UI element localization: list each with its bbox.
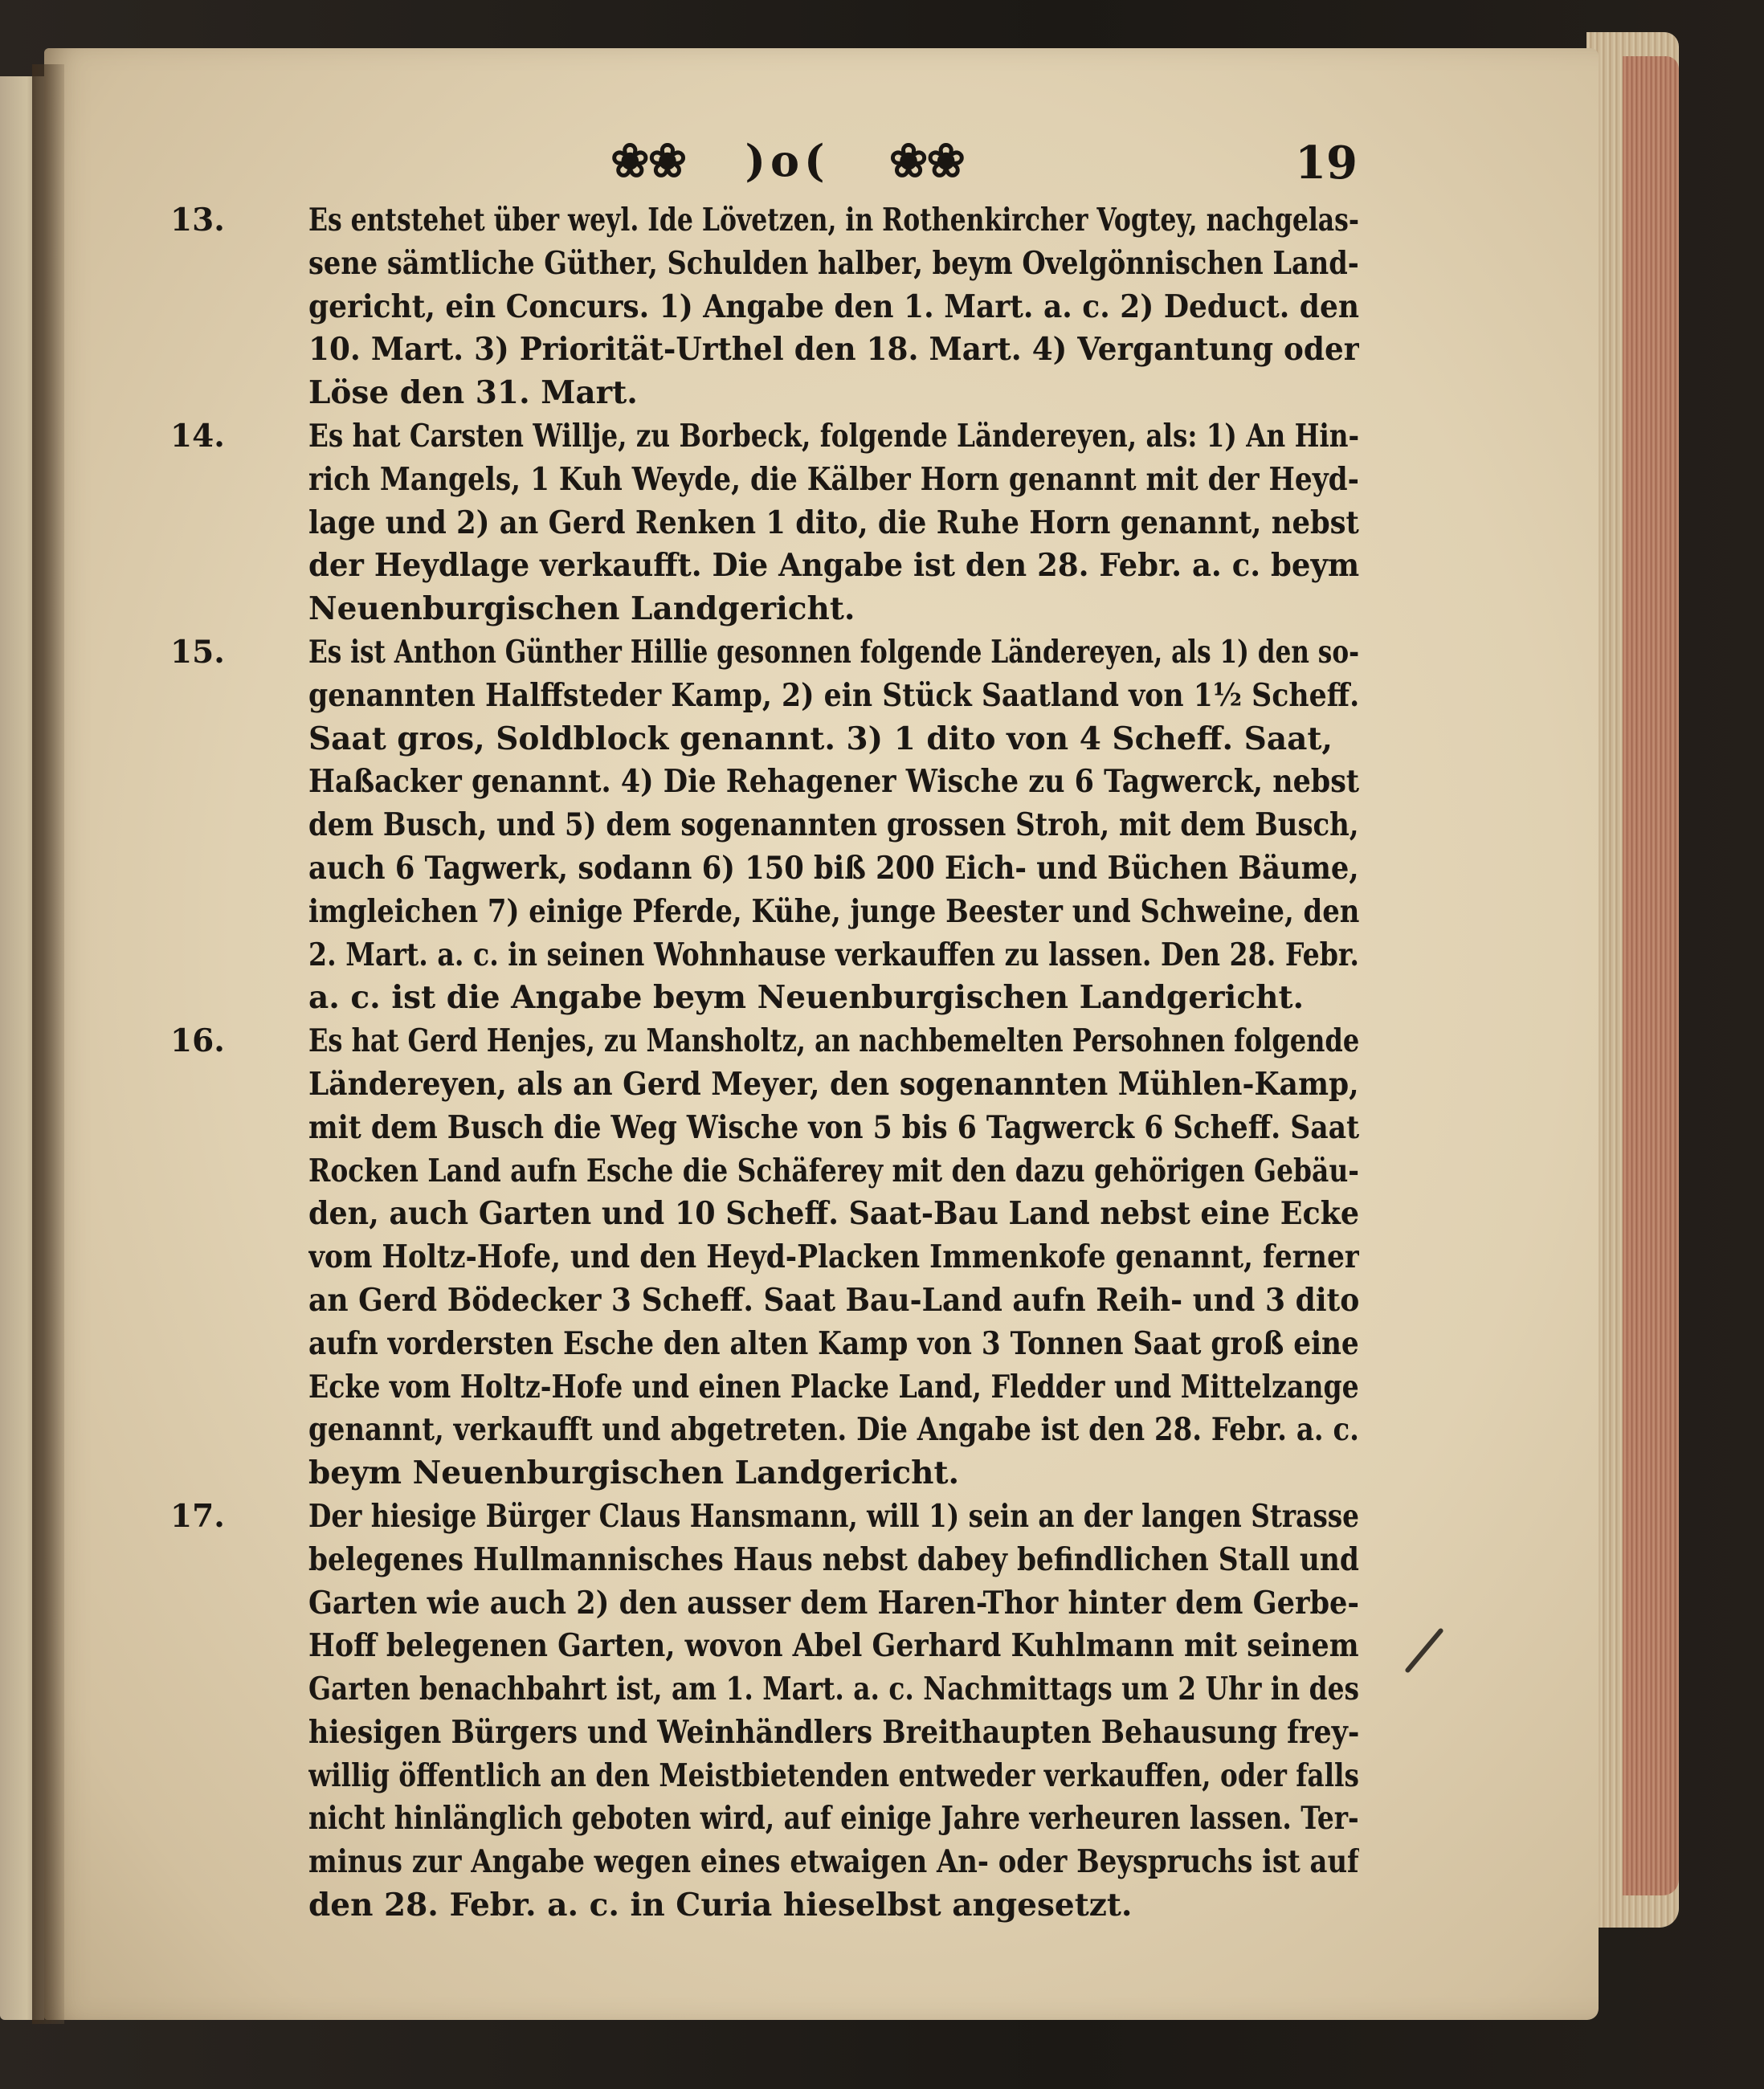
running-header <box>610 133 964 189</box>
text-line: dem Busch, und 5) dem sogenannten grossen Stroh, mit dem Busch, <box>308 806 1359 844</box>
entry-number: 13. <box>170 202 225 239</box>
text-line: Es hat Carsten Willje, zu Borbeck, folgende Ländereyen, als: 1) An Hin- <box>308 417 1359 455</box>
text-line: den, auch Garten und 10 Scheff. Saat-Bau Land nebst eine Ecke <box>308 1195 1359 1233</box>
header-center: )o( <box>745 135 830 186</box>
text-line: beym Neuenburgischen Landgericht. <box>308 1455 960 1492</box>
text-line: Löse den 31. Mart. <box>308 374 638 412</box>
gutter-shadow <box>32 64 64 2024</box>
text-line: Es ist Anthon Günther Hillie gesonnen folgende Ländereyen, als 1) den so- <box>308 633 1359 671</box>
text-line: vom Holtz-Hofe, und den Heyd-Placken Immenkofe genannt, ferner <box>308 1238 1359 1276</box>
text-line: Es hat Gerd Henjes, zu Mansholtz, an nachbemelten Persohnen folgende <box>308 1022 1359 1060</box>
page-number: 19 <box>1295 137 1358 190</box>
text-line: willig öffentlich an den Meistbietenden entweder verkauffen, oder falls <box>308 1756 1359 1794</box>
text-line: Ecke vom Holtz-Hofe und einen Placke Land, Fledder und Mittelzange <box>308 1368 1359 1406</box>
text-line: 2. Mart. a. c. in seinen Wohnhause verkauffen zu lassen. Den 28. Febr. <box>308 936 1359 973</box>
text-line: Garten benachbahrt ist, am 1. Mart. a. c. Nachmittags um 2 Uhr in des <box>308 1671 1359 1708</box>
entry-17 <box>170 1495 1359 1928</box>
text-line: Saat gros, Soldblock genannt. 3) 1 dito von 4 Scheff. Saat, <box>308 720 1333 757</box>
entry-13 <box>170 199 1359 415</box>
page-edges-red <box>1623 56 1679 1895</box>
entry-text <box>308 1020 1359 1495</box>
text-line: Rocken Land aufn Esche die Schäferey mit den dazu gehörigen Gebäu- <box>308 1152 1359 1189</box>
text-line: rich Mangels, 1 Kuh Weyde, die Kälber Horn genannt mit der Heyd- <box>308 460 1359 498</box>
entry-number: 15. <box>170 633 225 671</box>
text-line: auch 6 Tagwerk, sodann 6) 150 biß 200 Eich- und Büchen Bäume, <box>308 849 1359 887</box>
entry-text <box>308 1495 1359 1928</box>
text-line: 10. Mart. 3) Priorität-Urthel den 18. Mart. 4) Vergantung oder <box>308 331 1359 369</box>
text-line: Hoff belegenen Garten, wovon Abel Gerhard Kuhlmann mit seinem <box>308 1627 1359 1665</box>
entry-number: 16. <box>170 1022 225 1060</box>
text-line: gericht, ein Concurs. 1) Angabe den 1. Mart. a. c. 2) Deduct. den <box>308 288 1359 325</box>
text-line: genannt, verkaufft und abgetreten. Die Angabe ist den 28. Febr. a. c. <box>308 1411 1359 1449</box>
text-line: Es entstehet über weyl. Ide Lövetzen, in Rothenkircher Vogtey, nachgelas- <box>308 202 1359 239</box>
text-line: nicht hinlänglich geboten wird, auf einige Jahre verheuren lassen. Ter- <box>308 1800 1359 1838</box>
text-body <box>170 199 1359 1928</box>
text-line: Haßacker genannt. 4) Die Rehagener Wische zu 6 Tagwerck, nebst <box>308 763 1359 801</box>
entry-text <box>308 415 1359 631</box>
entry-15 <box>170 631 1359 1020</box>
text-line: Neuenburgischen Landgericht. <box>308 590 855 628</box>
text-line: Garten wie auch 2) den ausser dem Haren-Thor hinter dem Gerbe- <box>308 1584 1359 1622</box>
text-line: der Heydlage verkaufft. Die Angabe ist den 28. Febr. a. c. beym <box>308 547 1359 585</box>
text-line: a. c. ist die Angabe beym Neuenburgischen Landgericht. <box>308 979 1305 1017</box>
text-line: hiesigen Bürgers und Weinhändlers Breithaupten Behausung frey- <box>308 1713 1359 1751</box>
text-line: an Gerd Bödecker 3 Scheff. Saat Bau-Land aufn Reih- und 3 dito <box>308 1281 1359 1319</box>
entry-text <box>308 199 1359 415</box>
entry-number: 14. <box>170 417 225 455</box>
entry-number: 17. <box>170 1497 225 1535</box>
entry-text <box>308 631 1359 1020</box>
text-line: genannten Halffsteder Kamp, 2) ein Stück Saatland von 1½ Scheff. <box>308 676 1359 714</box>
entry-16 <box>170 1020 1359 1495</box>
text-line: mit dem Busch die Weg Wische von 5 bis 6 Tagwerck 6 Scheff. Saat <box>308 1108 1359 1146</box>
text-line: aufn vordersten Esche den alten Kamp von 3 Tonnen Saat groß eine <box>308 1324 1359 1362</box>
ornament-left-icon: ❀❀ <box>610 133 686 188</box>
text-line: sene sämtliche Güther, Schulden halber, beym Ovelgönnischen Land- <box>308 244 1359 282</box>
text-line: lage und 2) an Gerd Renken 1 dito, die Ruhe Horn genannt, nebst <box>308 504 1359 541</box>
text-line: belegenes Hullmannisches Haus nebst dabey befindlichen Stall und <box>308 1540 1359 1578</box>
text-line: imgleichen 7) einige Pferde, Kühe, junge Beester und Schweine, den <box>308 892 1359 930</box>
ornament-right-icon: ❀❀ <box>888 133 964 188</box>
entry-14 <box>170 415 1359 631</box>
text-line: Ländereyen, als an Gerd Meyer, den sogenannten Mühlen-Kamp, <box>308 1065 1359 1103</box>
text-line: minus zur Angabe wegen eines etwaigen An- oder Beyspruchs ist auf <box>308 1843 1359 1881</box>
text-line: den 28. Febr. a. c. in Curia hieselbst angesetzt. <box>308 1887 1133 1924</box>
text-line: Der hiesige Bürger Claus Hansmann, will 1) sein an der langen Strasse <box>308 1497 1359 1535</box>
